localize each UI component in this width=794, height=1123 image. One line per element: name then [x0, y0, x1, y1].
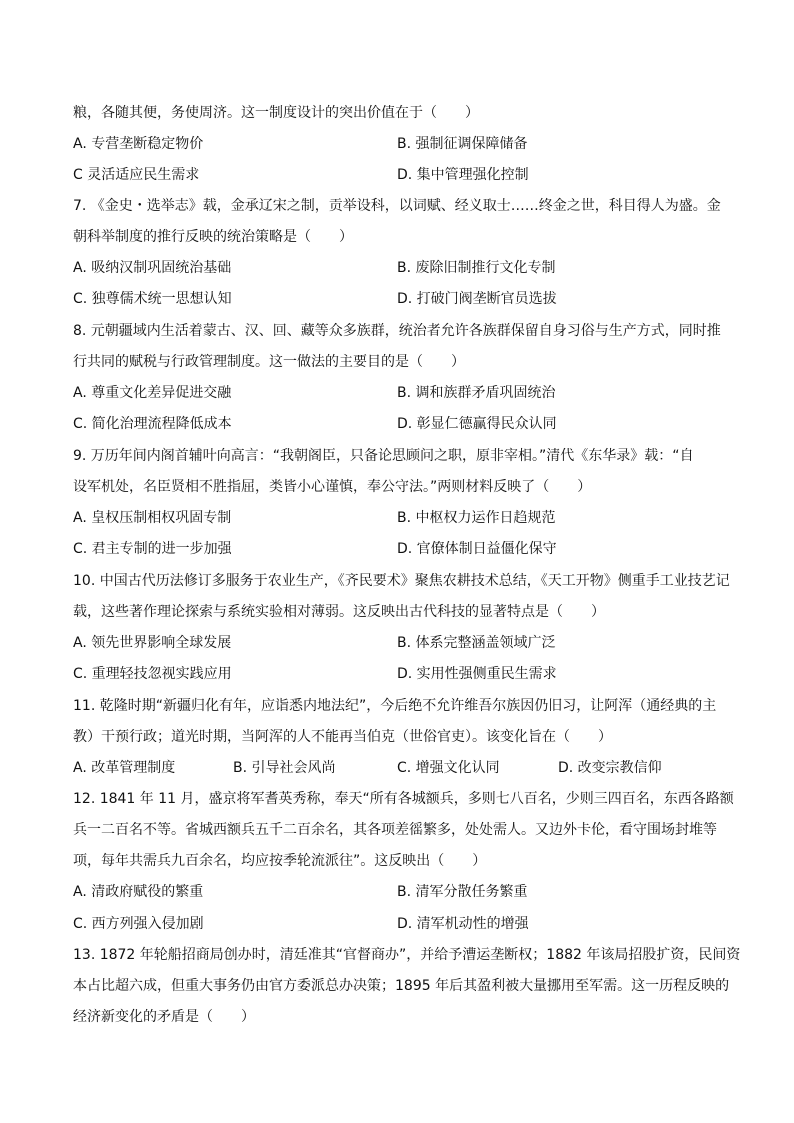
- q11-option-b: B. 引导社会风尚: [233, 760, 336, 776]
- q9-option-d: D. 官僚体制日益僵化保守: [397, 541, 557, 557]
- q10-option-c: C. 重理轻技忽视实践应用: [73, 666, 232, 682]
- q7-option-c: C. 独尊儒术统一思想认知: [73, 291, 232, 307]
- question-11-line-2: 教）干预行政；道光时期，当阿浑的人不能再当伯克（世俗官吏）。该变化旨在（ ）: [73, 729, 612, 745]
- question-11-line-1: 11. 乾隆时期“新疆归化有年，应诣悉内地法纪”，今后绝不允许维吾尔族因仍旧习，让阿浑（通经典的主: [73, 698, 717, 714]
- question-13-line-2: 本占比超六成，但重大事务仍由官方委派总办决策；1895 年后其盈利被大量挪用至军需。这一历程反映的: [73, 978, 730, 994]
- q7-option-b: B. 废除旧制推行文化专制: [397, 260, 556, 276]
- question-6-tail: 粮，各随其便，务使周济。这一制度设计的突出价值在于（ ）: [73, 105, 479, 121]
- question-9-line-2: 设军机处，名臣贤相不胜指屈，类皆小心谨慎，奉公守法。”两则材料反映了（ ）: [73, 479, 592, 495]
- q8-option-c: C. 简化治理流程降低成本: [73, 416, 232, 432]
- q11-option-c: C. 增强文化认同: [397, 760, 500, 776]
- q6-option-a: A. 专营垄断稳定物价: [73, 136, 204, 152]
- question-8-line-2: 行共同的赋税与行政管理制度。这一做法的主要目的是（ ）: [73, 354, 465, 370]
- question-13-line-1: 13. 1872 年轮船招商局创办时，清廷准其“官督商办”，并给予漕运垄断权；1882 年该局招股扩资，民间资: [73, 947, 741, 963]
- q9-option-a: A. 皇权压制相权巩固专制: [73, 510, 232, 526]
- question-8-line-1: 8. 元朝疆域内生活着蒙古、汉、回、藏等众多族群，统治者允许各族群保留自身习俗与生产方式，同时推: [73, 323, 721, 339]
- q6-option-d: D. 集中管理强化控制: [397, 167, 529, 183]
- q12-option-a: A. 清政府赋役的繁重: [73, 884, 204, 900]
- q9-option-c: C. 君主专制的进一步加强: [73, 541, 232, 557]
- question-12-line-2: 兵一二百名不等。省城西额兵五千二百余名，其各项差徭繁多，处处需人。又边外卡伦，看守围场封堆等: [73, 822, 717, 838]
- q12-option-b: B. 清军分散任务繁重: [397, 884, 528, 900]
- question-10-line-1: 10. 中国古代历法修订多服务于农业生产，《齐民要术》聚焦农耕技术总结，《天工开物》侧重手工业技艺记: [73, 573, 730, 589]
- q9-option-b: B. 中枢权力运作日趋规范: [397, 510, 556, 526]
- q8-option-b: B. 调和族群矛盾巩固统治: [397, 385, 556, 401]
- question-9-line-1: 9. 万历年间内阁首辅叶向高言：“我朝阁臣，只备论思顾问之职，原非宰相。”清代《东华录》载：“自: [73, 448, 694, 464]
- q7-option-a: A. 吸纳汉制巩固统治基础: [73, 260, 232, 276]
- q10-option-b: B. 体系完整涵盖领域广泛: [397, 635, 556, 651]
- question-7-line-2: 朝科举制度的推行反映的统治策略是（ ）: [73, 229, 353, 245]
- q11-option-d: D. 改变宗教信仰: [558, 760, 662, 776]
- question-10-line-2: 载，这些著作理论探索与系统实验相对薄弱。这反映出古代科技的显著特点是（ ）: [73, 604, 605, 620]
- q10-option-a: A. 领先世界影响全球发展: [73, 635, 232, 651]
- q11-option-a: A. 改革管理制度: [73, 760, 176, 776]
- q6-option-b: B. 强制征调保障储备: [397, 136, 528, 152]
- q10-option-d: D. 实用性强侧重民生需求: [397, 666, 557, 682]
- question-13-line-3: 经济新变化的矛盾是（ ）: [73, 1009, 255, 1025]
- question-7-line-1: 7. 《金史・选举志》载，金承辽宋之制，贡举设科，以词赋、经义取士……终金之世，科目得人为盛。金: [73, 198, 721, 214]
- question-12-line-3: 项，每年共需兵九百余名，均应按季轮流派往”。这反映出（ ）: [73, 853, 487, 869]
- q8-option-d: D. 彰显仁德赢得民众认同: [397, 416, 557, 432]
- q6-option-c: C 灵活适应民生需求: [73, 167, 200, 183]
- q12-option-d: D. 清军机动性的增强: [397, 916, 529, 932]
- q8-option-a: A. 尊重文化差异促进交融: [73, 385, 232, 401]
- question-12-line-1: 12. 1841 年 11 月，盛京将军耆英秀称，奉天“所有各城额兵，多则七八百名，少则三四百名，东西各路额: [73, 791, 734, 807]
- q12-option-c: C. 西方列强入侵加剧: [73, 916, 204, 932]
- q7-option-d: D. 打破门阀垄断官员选拔: [397, 291, 557, 307]
